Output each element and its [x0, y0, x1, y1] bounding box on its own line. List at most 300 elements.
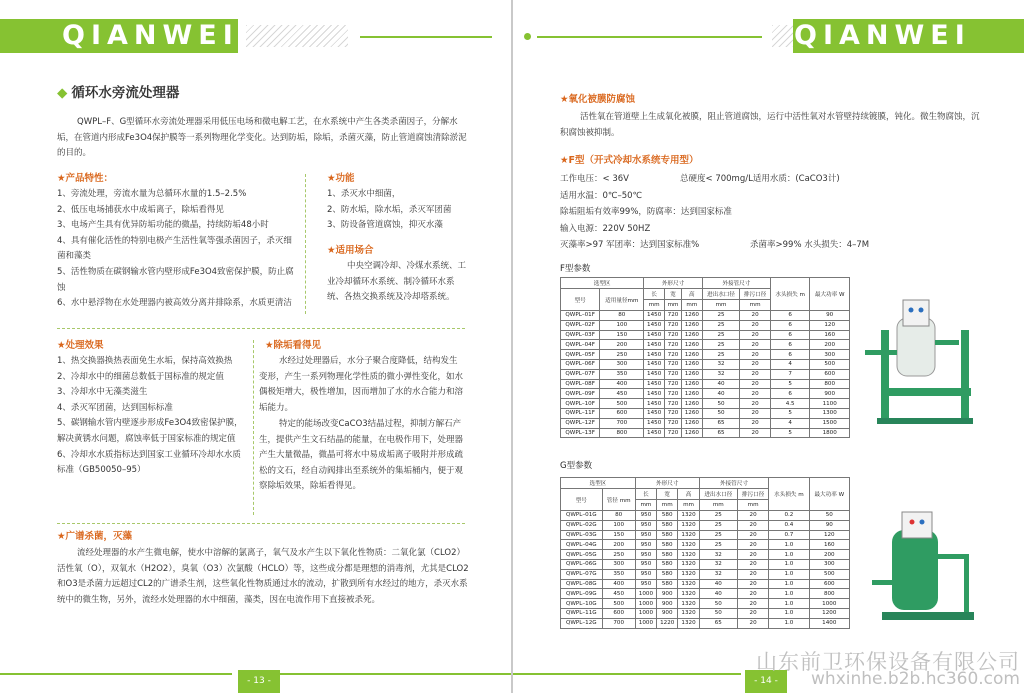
right-page — [513, 0, 1024, 693]
f-machine-image — [863, 290, 983, 430]
control-box — [902, 512, 932, 538]
table-cell: 120 — [810, 320, 850, 330]
table-cell: 1450 — [644, 320, 665, 330]
table-header: 选型区 — [561, 478, 636, 489]
table-cell: 20 — [740, 369, 771, 379]
table-cell: 1260 — [681, 311, 702, 321]
table-cell: 20 — [737, 608, 768, 618]
table-cell: QWPL–05F — [561, 350, 600, 360]
table-header: mm — [681, 300, 702, 311]
table-cell: 1.0 — [769, 589, 809, 599]
table-cell: 20 — [740, 389, 771, 399]
table-cell: 1450 — [644, 359, 665, 369]
table-cell: QWPL–06F — [561, 359, 600, 369]
header-line — [360, 36, 492, 38]
table-cell: 1260 — [681, 359, 702, 369]
header-line — [537, 36, 762, 38]
table-cell: 1320 — [678, 559, 699, 569]
brand-logo: QIANWEI — [62, 20, 239, 51]
table-cell: 720 — [665, 379, 682, 389]
table-cell: 600 — [602, 608, 635, 618]
table-cell: 720 — [665, 408, 682, 418]
table-cell: 720 — [665, 359, 682, 369]
table-cell: 580 — [657, 530, 678, 540]
table-cell: 300 — [810, 350, 850, 360]
table-row — [561, 550, 850, 560]
table-cell: QWPL–09F — [561, 389, 600, 399]
table-row — [561, 350, 850, 360]
table-cell: 90 — [809, 520, 849, 530]
g-table-label: G型参数 — [560, 461, 593, 471]
indicator-light — [920, 520, 925, 525]
table-cell: 200 — [600, 340, 644, 350]
features-list — [57, 187, 297, 312]
table-cell: 32 — [699, 559, 737, 569]
f-table-body — [561, 311, 850, 438]
table-header: 长 — [644, 289, 665, 300]
table-cell: 1450 — [644, 399, 665, 409]
table-cell: 1260 — [681, 350, 702, 360]
table-cell: 1260 — [681, 320, 702, 330]
pipe — [964, 554, 969, 612]
table-cell: 50 — [699, 608, 737, 618]
table-cell: 500 — [600, 399, 644, 409]
machine-base — [881, 388, 971, 396]
table-cell: 6 — [770, 330, 809, 340]
table-cell: 1220 — [657, 618, 678, 628]
table-cell: QWPL–04F — [561, 340, 600, 350]
table-cell: 5 — [770, 379, 809, 389]
functions-heading: ★功能 — [327, 173, 355, 184]
table-cell: 1260 — [681, 389, 702, 399]
param-row — [560, 171, 890, 188]
g-spec-table — [560, 477, 850, 629]
table-cell: 1.0 — [769, 618, 809, 628]
table-cell: QWPL–12G — [561, 618, 603, 628]
table-cell: 200 — [809, 550, 849, 560]
table-cell: 1000 — [635, 589, 656, 599]
table-header: 适用量径mm — [600, 289, 644, 311]
table-header: 排污口径 — [740, 289, 771, 300]
table-cell: 25 — [702, 350, 739, 360]
feature-item: 1、旁流处理，旁流水量为总循环水量的1.5–2.5% — [57, 189, 247, 199]
table-cell: 720 — [665, 311, 682, 321]
table-cell: 20 — [740, 418, 771, 428]
table-cell: QWPL–10G — [561, 599, 603, 609]
table-header: 水头损失 m — [770, 278, 809, 311]
watermark-company: 山东前卫环保设备有限公司 — [756, 650, 1020, 674]
table-header: mm — [635, 500, 656, 511]
table-header: mm — [644, 300, 665, 311]
table-row — [561, 408, 850, 418]
anticorr-text: 活性氧在管道壁上生成氧化被膜，阻止管道腐蚀，运行中活性氧对水管壁持续镀膜，钝化。微生物腐蚀，沉积腐蚀被抑制。 — [560, 112, 980, 138]
table-cell: QWPL–13F — [561, 428, 600, 438]
param: 灭藻率>97 军团率：达到国家标准% — [560, 240, 700, 250]
table-cell: 580 — [657, 511, 678, 521]
table-cell: 25 — [699, 540, 737, 550]
table-header: 选型区 — [561, 278, 644, 289]
table-cell: 40 — [702, 389, 739, 399]
table-cell: 720 — [665, 418, 682, 428]
pipe — [872, 580, 894, 585]
table-header: 水头损失 m — [769, 478, 809, 511]
table-cell: 1.0 — [769, 608, 809, 618]
machine-leg — [961, 330, 969, 420]
table-cell: 800 — [809, 589, 849, 599]
table-cell: 800 — [600, 428, 644, 438]
table-cell: 720 — [665, 320, 682, 330]
table-cell: 300 — [600, 359, 644, 369]
table-cell: 65 — [702, 428, 739, 438]
header-hatch — [246, 25, 348, 47]
param-row — [560, 237, 890, 254]
table-row — [561, 579, 850, 589]
table-cell: 900 — [657, 599, 678, 609]
indicator-light — [910, 520, 915, 525]
table-cell: 1260 — [681, 379, 702, 389]
descale-text-2: 特定的能场改变CaCO3结晶过程，抑制方解石产生，提供产生文石结晶的能量，在电极作用下，处理器产生大量微晶，微晶可将水中易成垢离子吸附并形成疏松的文石，经自动阀排出至系统外的集垢桶内，便于观察除垢效果，除垢看得见。 — [259, 419, 464, 492]
table-cell: QWPL–02G — [561, 520, 603, 530]
table-cell: 250 — [602, 550, 635, 560]
table-row — [561, 608, 850, 618]
table-cell: 20 — [737, 550, 768, 560]
table-header: 排污口径 — [737, 489, 768, 500]
table-cell: 1000 — [635, 599, 656, 609]
table-cell: 950 — [635, 511, 656, 521]
table-cell: 1260 — [681, 369, 702, 379]
table-cell: 5 — [770, 428, 809, 438]
table-cell: 580 — [657, 550, 678, 560]
table-row — [561, 559, 850, 569]
table-cell: 32 — [699, 569, 737, 579]
g-table-body — [561, 511, 850, 629]
table-cell: 900 — [657, 608, 678, 618]
table-cell: 20 — [737, 618, 768, 628]
divider — [253, 340, 254, 515]
table-cell: 900 — [657, 589, 678, 599]
table-cell: 1260 — [681, 418, 702, 428]
table-cell: 5 — [770, 408, 809, 418]
table-header: 进出水口径 — [702, 289, 739, 300]
table-cell: 6 — [770, 311, 809, 321]
table-cell: 1450 — [644, 379, 665, 389]
table-cell: 350 — [600, 369, 644, 379]
table-cell: 1260 — [681, 408, 702, 418]
table-cell: 500 — [602, 599, 635, 609]
table-cell: 20 — [737, 511, 768, 521]
table-row — [561, 340, 850, 350]
feature-item: 5、活性物质在碳钢输水管内壁形成Fe3O4致密保护膜，防止腐蚀 — [57, 266, 294, 293]
table-cell: 1400 — [809, 618, 849, 628]
table-cell: 1000 — [635, 618, 656, 628]
effects-list — [57, 354, 247, 479]
page-title-text: 循环水旁流处理器 — [71, 85, 180, 101]
table-cell: QWPL–03G — [561, 530, 603, 540]
table-row — [561, 618, 850, 628]
table-cell: 1.0 — [769, 559, 809, 569]
table-row — [561, 311, 850, 321]
table-cell: 1320 — [678, 511, 699, 521]
table-cell: 580 — [657, 520, 678, 530]
table-cell: QWPL–08F — [561, 379, 600, 389]
table-cell: 50 — [699, 599, 737, 609]
table-cell: 1450 — [644, 350, 665, 360]
table-cell: 250 — [600, 350, 644, 360]
divider — [305, 174, 306, 314]
table-cell: 20 — [737, 569, 768, 579]
table-cell: 20 — [740, 359, 771, 369]
effect-item: 2、冷却水中的细菌总数低于国标准的规定值 — [57, 371, 224, 382]
table-cell: 0.7 — [769, 530, 809, 540]
table-cell: 1320 — [678, 569, 699, 579]
table-header: 长 — [635, 489, 656, 500]
table-cell: 300 — [809, 559, 849, 569]
table-cell: 40 — [699, 589, 737, 599]
table-cell: 1300 — [810, 408, 850, 418]
indicator-light — [909, 308, 914, 313]
table-cell: 720 — [665, 340, 682, 350]
param: 杀菌率>99% 水头损失：4–7M — [750, 240, 870, 250]
table-cell: 1450 — [644, 418, 665, 428]
table-cell: 900 — [810, 389, 850, 399]
table-cell: 950 — [635, 559, 656, 569]
table-cell: 1000 — [635, 608, 656, 618]
table-row — [561, 330, 850, 340]
table-cell: 400 — [602, 579, 635, 589]
table-row — [561, 511, 850, 521]
param: 工作电压：< 36V — [560, 174, 629, 184]
page-number: - 14 - — [745, 670, 787, 693]
table-cell: QWPL–07G — [561, 569, 603, 579]
table-cell: 6 — [770, 320, 809, 330]
table-cell: 720 — [665, 369, 682, 379]
page-number: - 13 - — [238, 670, 280, 693]
intro-text: QWPL–F、G型循环水旁流处理器采用低压电场和微电解工艺，在水系统中产生各类杀菌因子，分解水垢，在管道内形成Fe3O4保护膜等一系列物理化学变化。达到防垢，除垢，杀菌灭藻，防止管道腐蚀清除淤泥的目的。 — [57, 117, 467, 159]
table-row — [561, 369, 850, 379]
watermark-url: whxinhe.b2b.hc360.com — [811, 669, 1020, 689]
effect-item: 4、杀灭军团菌，达到国标标准 — [57, 402, 173, 413]
effects-heading: ★处理效果 — [57, 340, 104, 351]
table-row — [561, 540, 850, 550]
table-cell: 950 — [635, 569, 656, 579]
table-cell: 20 — [737, 589, 768, 599]
table-cell: 150 — [602, 530, 635, 540]
table-cell: 50 — [702, 408, 739, 418]
table-cell: QWPL–09G — [561, 589, 603, 599]
table-cell: 720 — [665, 389, 682, 399]
table-cell: 6 — [770, 340, 809, 350]
table-cell: 65 — [699, 618, 737, 628]
table-cell: 32 — [702, 369, 739, 379]
table-cell: 20 — [737, 540, 768, 550]
table-cell: 25 — [699, 530, 737, 540]
table-header: 外接管尺寸 — [699, 478, 769, 489]
table-row — [561, 320, 850, 330]
table-header: 型号 — [561, 489, 603, 511]
divider — [57, 523, 465, 524]
table-cell: 0.4 — [769, 520, 809, 530]
page-title: ◆ 循环水旁流处理器 — [57, 85, 180, 101]
table-cell: 1100 — [810, 399, 850, 409]
table-header: 宽 — [657, 489, 678, 500]
table-cell: 1320 — [678, 618, 699, 628]
table-cell: 1200 — [809, 608, 849, 618]
table-cell: QWPL–06G — [561, 559, 603, 569]
function-item: 2、防水垢，除水垢，杀灭军团菌 — [327, 204, 452, 215]
table-header: mm — [657, 500, 678, 511]
effect-item: 5、碳钢输水管内壁逐步形成Fe3O4致密保护膜，解决黄锈水问题，腐蚀率低于国家标准的规定值 — [57, 418, 243, 444]
table-cell: 0.2 — [769, 511, 809, 521]
table-cell: 20 — [740, 399, 771, 409]
table-cell: 25 — [702, 340, 739, 350]
table-cell: 100 — [600, 320, 644, 330]
table-cell: 1320 — [678, 599, 699, 609]
param: 输入电源：220V 50HZ — [560, 223, 651, 234]
table-cell: 20 — [740, 408, 771, 418]
table-cell: 4 — [770, 418, 809, 428]
table-cell: 580 — [657, 579, 678, 589]
param: 总硬度< 700mg/L适用水质：(CaCO3计) — [680, 174, 840, 184]
table-cell: 1.0 — [769, 579, 809, 589]
table-header: mm — [678, 500, 699, 511]
effect-item: 1、热交换器换热表面免生水垢，保持高效换热 — [57, 356, 233, 366]
table-row — [561, 359, 850, 369]
table-cell: 4.5 — [770, 399, 809, 409]
table-cell: 20 — [737, 579, 768, 589]
table-cell: QWPL–08G — [561, 579, 603, 589]
footer-line — [513, 673, 741, 675]
table-cell: 160 — [810, 330, 850, 340]
function-item: 1、杀灭水中细菌， — [327, 189, 401, 199]
table-cell: 1.0 — [769, 569, 809, 579]
table-cell: 500 — [809, 569, 849, 579]
table-cell: 1320 — [678, 550, 699, 560]
table-cell: 580 — [657, 559, 678, 569]
table-cell: 20 — [740, 330, 771, 340]
table-cell: 32 — [702, 359, 739, 369]
table-cell: 120 — [809, 530, 849, 540]
table-cell: 400 — [600, 379, 644, 389]
table-header: mm — [737, 500, 768, 511]
table-cell: 600 — [810, 369, 850, 379]
table-cell: 80 — [600, 311, 644, 321]
table-cell: 80 — [602, 511, 635, 521]
table-cell: 950 — [635, 530, 656, 540]
feature-item: 4、具有催化活性的特别电极产生活性氧等强杀菌因子，杀灭细菌和藻类 — [57, 235, 292, 262]
table-cell: 1800 — [810, 428, 850, 438]
machine-tank — [897, 318, 935, 376]
table-cell: 40 — [702, 379, 739, 389]
table-cell: 1450 — [644, 330, 665, 340]
table-cell: 1450 — [644, 408, 665, 418]
table-cell: 950 — [635, 550, 656, 560]
table-cell: 350 — [602, 569, 635, 579]
table-cell: 720 — [665, 350, 682, 360]
table-header: 高 — [681, 289, 702, 300]
table-header: mm — [699, 500, 737, 511]
machine-leg — [881, 330, 889, 420]
table-header: 宽 — [665, 289, 682, 300]
g-machine-image — [868, 500, 983, 625]
table-cell: 1450 — [644, 428, 665, 438]
table-cell: 20 — [740, 379, 771, 389]
table-cell: 720 — [665, 330, 682, 340]
table-cell: 700 — [600, 418, 644, 428]
table-header: 高 — [678, 489, 699, 500]
table-cell: 1500 — [810, 418, 850, 428]
table-row — [561, 569, 850, 579]
table-cell: 1.0 — [769, 540, 809, 550]
table-cell: QWPL–10F — [561, 399, 600, 409]
f-spec-table — [560, 277, 850, 438]
table-cell: QWPL–05G — [561, 550, 603, 560]
table-cell: 950 — [635, 540, 656, 550]
table-header: 外形尺寸 — [644, 278, 703, 289]
table-header: mm — [702, 300, 739, 311]
table-row — [561, 379, 850, 389]
sterilize-text: 流经处理器的水产生微电解，使水中溶解的氯离子，氧气及水产生以下氧化性物质：二氧化氯（CLO2）活性氧（O），双氧水（H2O2），臭氧（O3）次氯酸（HCLO）等，这些成分都是理想的消毒剂，尤其是CLO2和O3是杀菌力远超过CL2的广谱杀生剂，这些氧化性物质通过水的流动，扩散到所有水经过的地方，杀灭水系统中的微生物，另外，流经水处理器的水中细菌，藻类，因在电流作用下直接被杀死。 — [57, 548, 469, 605]
table-cell: 25 — [702, 330, 739, 340]
f-table-label: F型参数 — [560, 264, 591, 274]
param: 适用水温：0℃–50℃ — [560, 190, 643, 201]
table-cell: 20 — [737, 520, 768, 530]
table-cell: 20 — [737, 530, 768, 540]
functions-list — [327, 187, 477, 234]
table-row — [561, 599, 850, 609]
feature-item: 3、电场产生具有优异防垢功能的微晶，持续防垢48小时 — [57, 220, 269, 231]
table-cell: 720 — [665, 399, 682, 409]
table-cell: 580 — [657, 569, 678, 579]
table-cell: 1260 — [681, 330, 702, 340]
footer-line — [280, 673, 511, 675]
table-cell: 600 — [600, 408, 644, 418]
table-cell: 50 — [809, 511, 849, 521]
table-cell: QWPL–11F — [561, 408, 600, 418]
table-header: 管径 mm — [602, 489, 635, 511]
table-cell: 7 — [770, 369, 809, 379]
table-cell: QWPL–03F — [561, 330, 600, 340]
table-header: 最大功率 W — [810, 278, 850, 311]
feature-item: 6、水中悬浮物在水处理器内被高效分离并排除系，水质更清洁 — [57, 298, 292, 309]
machine-base — [882, 612, 974, 620]
feature-item: 2、低压电场捕获水中成垢离子，除垢看得见 — [57, 204, 224, 215]
table-cell: 25 — [699, 520, 737, 530]
table-header: 最大功率 W — [809, 478, 849, 511]
table-cell: 700 — [602, 618, 635, 628]
table-cell: 1000 — [809, 599, 849, 609]
table-cell: 20 — [740, 320, 771, 330]
table-header: 外形尺寸 — [635, 478, 699, 489]
table-cell: 600 — [809, 579, 849, 589]
table-cell: QWPL–11G — [561, 608, 603, 618]
param: 除垢阻垢有效率99%，防腐率：达到国家标准 — [560, 207, 732, 217]
table-cell: 1320 — [678, 608, 699, 618]
indicator-light — [919, 308, 924, 313]
descale-heading: ★除垢看得见 — [265, 340, 322, 351]
table-cell: 40 — [699, 579, 737, 589]
left-page — [0, 0, 511, 693]
table-row — [561, 530, 850, 540]
table-row — [561, 418, 850, 428]
table-cell: 450 — [602, 589, 635, 599]
features-heading: ★产品特性： — [57, 173, 114, 184]
table-cell: 25 — [699, 511, 737, 521]
brand-logo: QIANWEI — [794, 20, 971, 51]
table-cell: 1450 — [644, 369, 665, 379]
table-cell: QWPL–12F — [561, 418, 600, 428]
table-cell: 450 — [600, 389, 644, 399]
table-cell: 25 — [702, 311, 739, 321]
